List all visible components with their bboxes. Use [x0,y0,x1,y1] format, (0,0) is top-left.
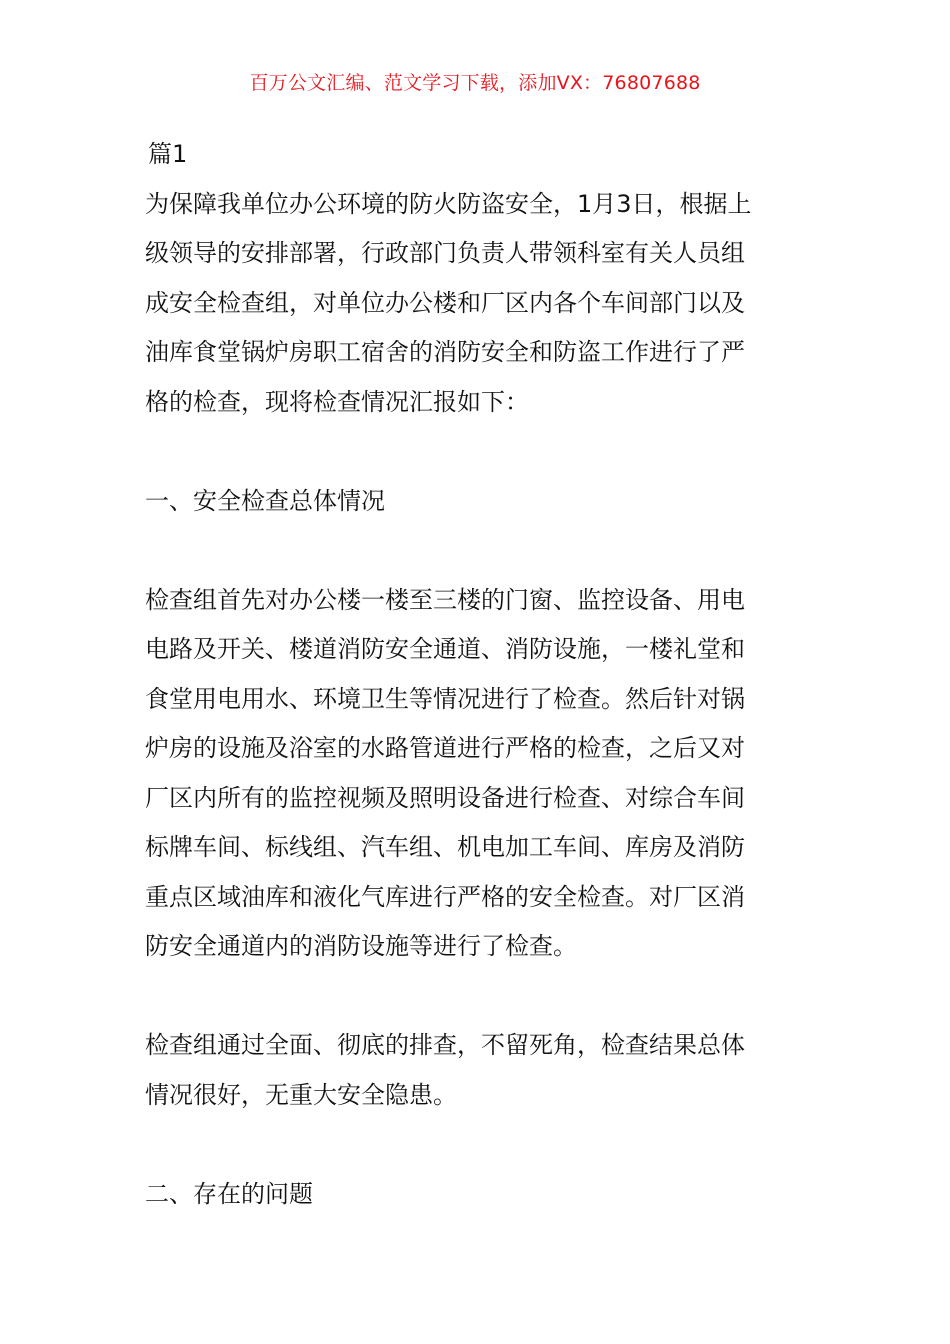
section-heading: 二、存在的问题 [145,1179,313,1208]
blank-line [145,427,810,477]
intro-paragraph [145,180,810,428]
paragraph-line: 食堂用电用水、环境卫生等情况进行了检查。然后针对锅 [145,684,745,713]
paragraph-line: 标牌车间、标线组、汽车组、机电加工车间、库房及消防 [145,833,745,861]
paragraph-line: 级领导的安排部署，行政部门负责人带领科室有关人员组 [145,239,745,267]
paragraph-line: 情况很好，无重大安全隐患。 [145,1080,457,1109]
blank-line [145,526,810,576]
paragraph-line: 重点区域油库和液化气库进行严格的安全检查。对厂区消 [145,882,745,911]
paragraph-line: 防安全通道内的消防设施等进行了检查。 [145,932,577,960]
blank-line [145,1120,810,1170]
blank-line [145,972,810,1022]
section1-paragraph-2 [145,1021,810,1120]
paragraph-line: 炉房的设施及浴室的水路管道进行严格的检查，之后又对 [145,734,745,762]
paragraph-line: 油库食堂锅炉房职工宿舍的消防安全和防盗工作进行了严 [145,338,745,366]
paragraph-line: 成安全检查组，对单位办公楼和厂区内各个车间部门以及 [145,288,745,317]
section-heading: 一、安全检查总体情况 [145,486,385,515]
paragraph-line: 格的检查，现将检查情况汇报如下： [145,387,529,416]
section1-paragraph-1 [145,576,810,972]
watermark-header-note: 百万公文汇编、范文学习下载，添加VX：76807688 [249,72,701,94]
paragraph-line: 厂区内所有的监控视频及照明设备进行检查、对综合车间 [145,783,745,812]
paragraph-line: 检查组首先对办公楼一楼至三楼的门窗、监控设备、用电 [145,585,745,614]
document-body [145,130,810,1219]
paragraph-line: 电路及开关、楼道消防安全通道、消防设施，一楼礼堂和 [145,635,745,663]
chapter-label: 篇1 [148,140,188,168]
paragraph-line: 为保障我单位办公环境的防火防盗安全，1月3日，根据上 [145,189,752,218]
paragraph-line: 检查组通过全面、彻底的排查，不留死角，检查结果总体 [145,1031,745,1059]
